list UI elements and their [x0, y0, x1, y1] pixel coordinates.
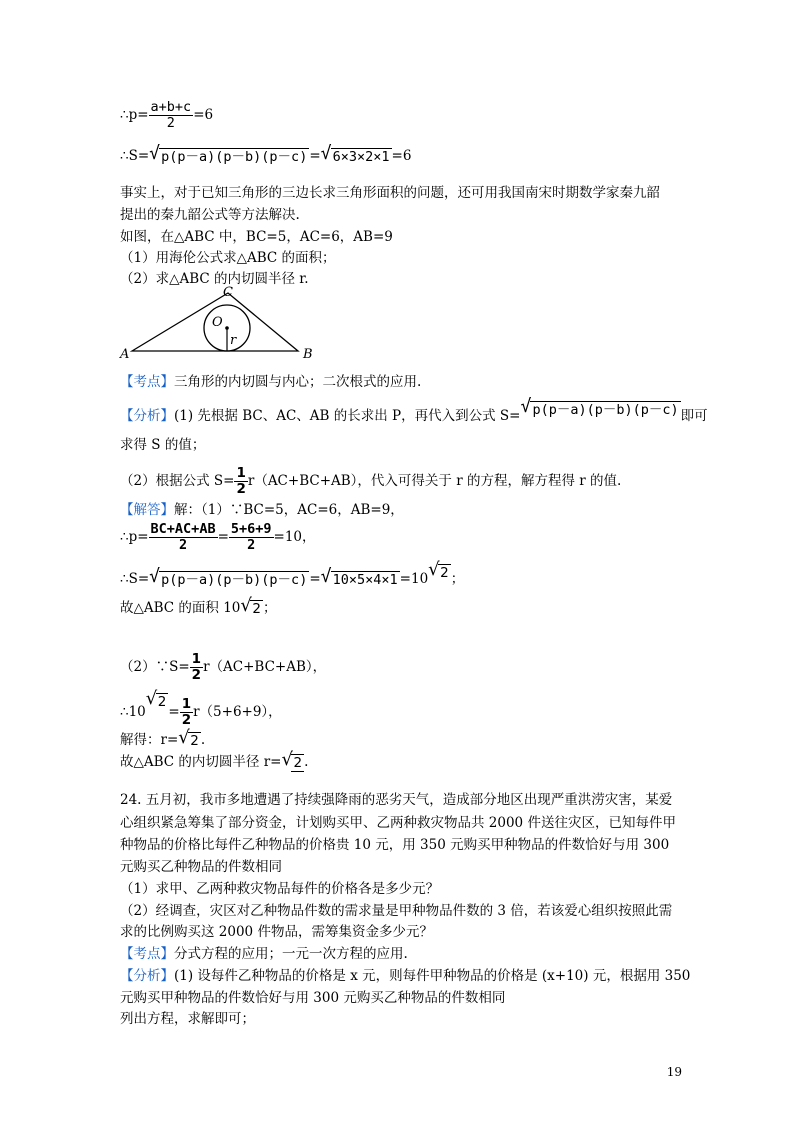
- page-number: 19: [666, 1065, 682, 1079]
- triangle-incircle-figure: [118, 286, 328, 362]
- q24-fenxi-tag: 【分析】: [120, 968, 174, 984]
- jieda-text: 解：（1）∵BC=5，AC=6，AB=9，: [174, 502, 404, 518]
- solve-end: .: [200, 732, 206, 748]
- sol-s-sqrt-formula: √ p(p－a)(p－b)(p－c): [149, 565, 308, 588]
- area-end: ；: [263, 600, 277, 616]
- fenxi-sqrt: √ p(p－a)(p－b)(p－c): [520, 396, 679, 418]
- kaodian-tag: 【考点】: [120, 374, 174, 390]
- eq-eq: =: [168, 704, 180, 720]
- q24-fenxi-text1: (1) 设每件乙种物品的价格是 x 元，则每件甲种物品的价格是 (x+10) 元，根据用 350: [174, 968, 691, 984]
- label-c: C: [223, 286, 233, 300]
- fenxi-1: [120, 396, 708, 426]
- s-sqrt-values: √ 6×3×2×1: [320, 142, 390, 165]
- q24-line2: 心组织紧急筹集了部分资金，计划购买甲、乙两种救灾物品共 2000 件送往灾区，已知每件甲: [120, 815, 676, 831]
- eq-text: r（5+6+9），: [193, 704, 282, 720]
- question-1: （1）用海伦公式求△ABC 的面积；: [120, 250, 336, 266]
- q24-fenxi-line2: 元购买甲种物品的件数恰好与用 300 元购买乙种物品的件数相同: [120, 990, 506, 1006]
- label-o: O: [212, 315, 223, 330]
- solve-line: [120, 726, 206, 751]
- label-a: A: [120, 347, 130, 362]
- kaodian-text: 三角形的内切圆与内心；二次根式的应用.: [174, 374, 422, 390]
- final-text: 故△ABC 的内切圆半径 r=: [120, 754, 282, 770]
- s-prefix: ∴S=: [120, 148, 150, 164]
- label-r: r: [230, 333, 237, 348]
- area-text: 故△ABC 的面积 10: [120, 600, 241, 616]
- sol-p-eq: =: [217, 529, 229, 545]
- fenxi2-text: r（AC+BC+AB），代入可得关于 r 的方程，解方程得 r 的值.: [247, 473, 622, 489]
- q24-line4: 元购买乙种物品的件数相同: [120, 859, 282, 875]
- s-result: =6: [391, 148, 412, 164]
- q24-line3: 种物品的价格比每件乙种物品的价格贵 10 元，用 350 元购买甲种物品的件数恰好与用 300: [120, 837, 670, 853]
- sol-p-fraction2: $\frac{5+6+9}{2}$: [230, 521, 272, 553]
- sol-p-fraction1: $\frac{BC+AC+AB}{2}$: [150, 521, 216, 553]
- eq-root: √ 2: [145, 688, 167, 710]
- s-formula-top: [120, 142, 412, 167]
- sol-s-prefix: ∴S=: [120, 571, 150, 587]
- s-eq: =: [309, 148, 321, 164]
- area-result: [120, 594, 277, 619]
- q24-fenxi: [120, 966, 690, 986]
- p-prefix: ∴p=: [120, 107, 149, 123]
- kaodian-1: [120, 372, 421, 392]
- p-fraction: $\frac{a+b+c}{2}$: [150, 99, 192, 131]
- q24-kaodian-text: 分式方程的应用；一元一次方程的应用.: [174, 946, 408, 962]
- fenxi-line2: 求得 S 的值；: [120, 437, 206, 453]
- s-formula-solution: [120, 559, 465, 590]
- p-result: =6: [193, 107, 214, 123]
- fenxi-2: [120, 466, 621, 497]
- solve-root: √ 2: [178, 726, 199, 749]
- q24-kaodian-tag: 【考点】: [120, 946, 174, 962]
- intro-line2: 提出的秦九韶公式等方法解决.: [120, 207, 300, 223]
- q24-line1: 24. 五月初，我市多地遭遇了持续强降雨的恶劣天气，造成部分地区出现严重洪涝灾害，某爱: [120, 792, 673, 808]
- eq-prefix: ∴10: [120, 704, 146, 720]
- q24-sub1: （1）求甲、乙两种救灾物品每件的价格各是多少元？: [120, 881, 440, 897]
- area-root: √ 2: [240, 594, 261, 617]
- solve-text: 解得：r=: [120, 732, 179, 748]
- sol-s-root: √ 2: [428, 559, 449, 581]
- sol-p-result: =10，: [273, 529, 316, 545]
- fenxi2-prefix: （2）根据公式 S=: [120, 473, 235, 489]
- intro-line3: 如图，在△ABC 中，BC=5，AC=6，AB=9: [120, 229, 393, 245]
- eq-fraction: $\frac{1}{2}$: [181, 696, 192, 728]
- jieda-1: [120, 500, 404, 520]
- p2-prefix: （2）∵S=: [120, 659, 190, 675]
- s-sqrt-formula: √ p(p－a)(p－b)(p－c): [149, 142, 308, 165]
- equation-line: [120, 688, 282, 728]
- fenxi-after: 即可: [680, 408, 708, 424]
- sol-p-prefix: ∴p=: [120, 529, 149, 545]
- sol-s-sqrt-values: √ 10×5×4×1: [320, 565, 398, 588]
- p-formula-top: [120, 100, 213, 131]
- final-line: [120, 748, 309, 773]
- part2-formula: [120, 652, 326, 683]
- q24-sub2b: 求的比例购买这 2000 件物品，需筹集资金多少元？: [120, 924, 433, 940]
- question-2: （2）求△ABC 的内切圆半径 r.: [120, 271, 309, 287]
- q24-kaodian: [120, 944, 408, 964]
- fenxi2-fraction: $\frac{1}{2}$: [236, 465, 246, 497]
- q24-fenxi-line3: 列出方程，求解即可；: [120, 1011, 255, 1027]
- label-b: B: [303, 347, 313, 362]
- sol-s-result: =10: [399, 571, 429, 587]
- final-end: .: [304, 754, 309, 770]
- p2-text: r（AC+BC+AB），: [203, 659, 327, 675]
- sol-s-end: ；: [450, 571, 465, 587]
- p2-fraction: $\frac{1}{2}$: [191, 651, 202, 683]
- fenxi-tag: 【分析】: [120, 408, 174, 424]
- sol-s-eq: =: [309, 571, 321, 587]
- intro-line1: 事实上，对于已知三角形的三边长求三角形面积的问题，还可用我国南宋时期数学家秦九韶: [120, 185, 660, 201]
- jieda-tag: 【解答】: [120, 502, 174, 518]
- p-formula-solution: [120, 522, 316, 553]
- fenxi-text: (1) 先根据 BC、AC、AB 的长求出 P，再代入到公式 S=: [174, 408, 521, 424]
- final-root: √ 2: [281, 748, 303, 771]
- q24-sub2a: （2）经调查，灾区对乙种物品件数的需求量是甲种物品件数的 3 倍，若该爱心组织按照此需: [120, 903, 673, 919]
